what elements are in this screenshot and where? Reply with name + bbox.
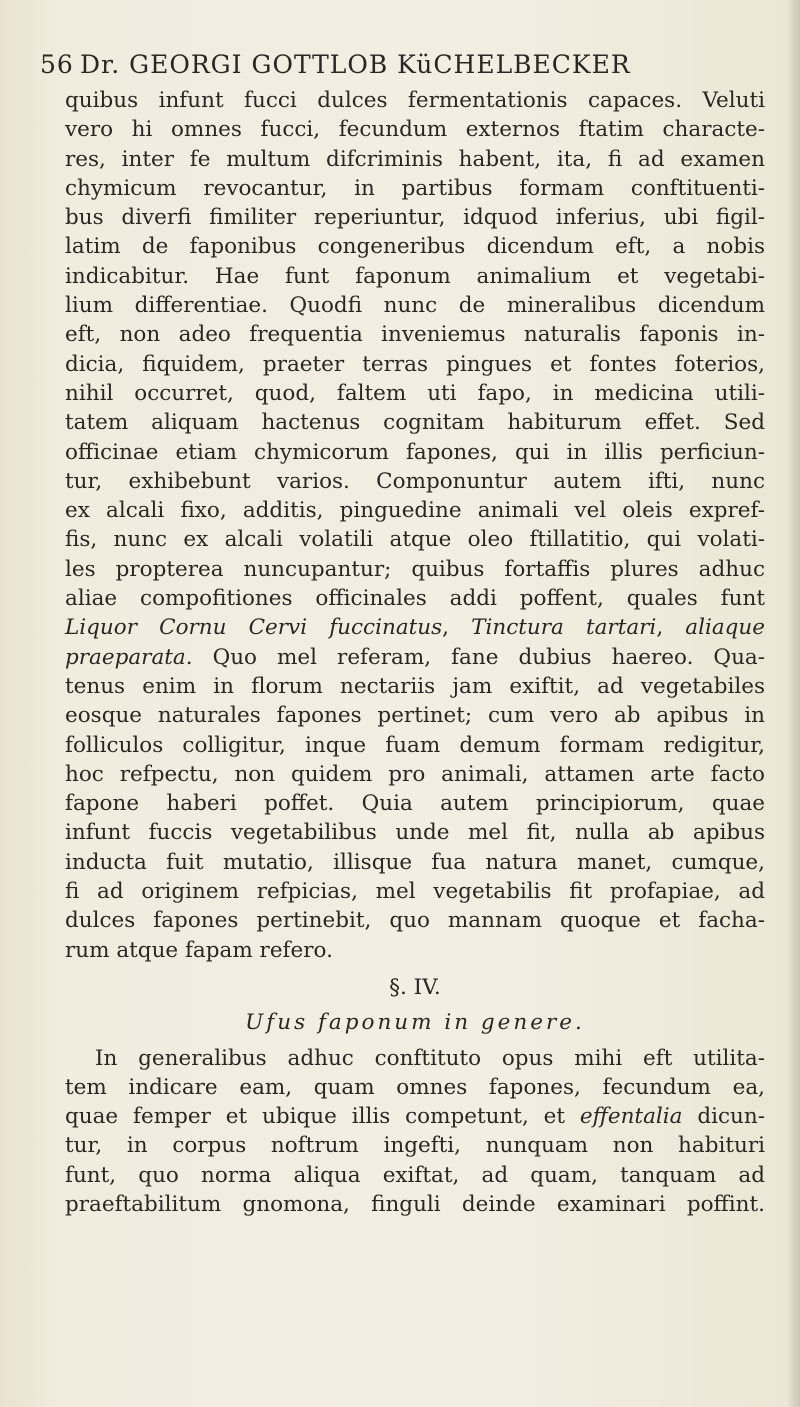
text-line: dicia, fiquidem, praeter terras pingues et fontes foterios, [65,351,765,377]
page-edge-shadow [786,0,800,1407]
text-line: tur, exhibebunt varios. Componuntur autem ifti, nunc [65,468,765,494]
text-line: In generalibus adhuc conftituto opus mihi eft utilita- [95,1045,765,1071]
text-line: nihil occurret, quod, faltem uti fapo, in medicina utili- [65,380,765,406]
text-line: quibus infunt fucci dulces fermentationis capaces. Veluti [65,88,765,113]
text-line: tur, in corpus noftrum ingefti, nunquam non habituri [65,1133,765,1159]
separator: , [442,615,472,641]
text-line: bus diverfi fimiliter reperiuntur, idquod inferius, ubi figil- [65,205,765,231]
text-line: rum atque fapam refero. [65,937,333,963]
text-line: fis, nunc ex alcali volatili atque oleo ftillatitio, qui volati- [65,527,765,553]
text-line: dulces fapones pertinebit, quo mannam quoque et facha- [65,908,765,934]
text-line: ex alcali fixo, additis, pinguedine animali vel oleis expref- [65,498,765,524]
text-line: inducta fuit mutatio, illisque fua natura manet, cumque, [65,849,765,875]
italic-title: Liquor Cornu Cervi fuccinatus [65,615,443,641]
text-line: praeftabilitum gnomona, finguli deinde examinari poffint. [65,1191,765,1217]
text-line: res, inter fe multum difcriminis habent, ita, fi ad examen [65,146,765,172]
text-line [65,643,765,672]
text-line: eosque naturales fapones pertinet; cum vero ab apibus in [65,703,765,729]
section-heading: §. IV. [389,974,441,1000]
italic-word: effentalia [579,1104,683,1130]
text-line: officinae etiam chymicorum fapones, qui in illis perficiun- [65,439,765,465]
text-line: funt, quo norma aliqua exiftat, ad quam, tanquam ad [65,1162,765,1188]
page-number: 56 [40,50,74,79]
paragraph-2 [65,1044,765,1220]
text-line: hoc refpectu, non quidem pro animali, attamen arte facto [65,761,765,787]
text-line [65,1102,765,1131]
text-line: aliae compofitiones officinales addi poffent, quales funt [65,586,765,612]
text-line: latim de faponibus congeneribus dicendum eft, a nobis [65,234,765,260]
paragraph-1 [65,86,765,965]
text-line: folliculos colligitur, inque fuam demum formam redigitur, [65,732,765,758]
text-line: fapone haberi poffet. Quia autem principiorum, quae [65,791,765,817]
text-line: tem indicare eam, quam omnes fapones, fecundum ea, [65,1074,765,1100]
text-line-italic-titles [65,613,765,642]
text-line: infunt fuccis vegetabilibus unde mel fit, nulla ab apibus [65,820,765,846]
text-line: chymicum revocantur, in partibus formam conftituenti- [65,175,765,201]
text-run: dicun- [682,1104,765,1130]
running-header [40,50,740,79]
text-line: indicabitur. Hae funt faponum animalium et vegetabi- [65,263,765,289]
section-title: Ufus faponum in genere. [245,1010,585,1036]
text-run: . Quo mel referam, fane dubius haereo. Qua- [185,644,765,670]
text-line: fi ad originem refpicias, mel vegetabilis fit profapiae, ad [65,879,765,905]
text-line: lium differentiae. Quodfi nunc de mineralibus dicendum [65,293,765,319]
text-line: tatem aliquam hactenus cognitam habiturum effet. Sed [65,410,765,436]
italic-title: Tinctura tartari [471,615,657,641]
text-line: eft, non adeo frequentia inveniemus naturalis faponis in- [65,322,765,348]
page-body [65,86,765,1219]
text-line: vero hi omnes fucci, fecundum externos ftatim characte- [65,117,765,143]
text-line: tenus enim in florum nectariis jam exiftit, ad vegetabiles [65,673,765,699]
separator: , [656,615,686,641]
italic-title: aliaque [685,615,766,641]
italic-word: praeparata [65,644,186,670]
text-line: les propterea nuncupantur; quibus fortaffis plures adhuc [65,556,765,582]
running-title: Dr. GEORGI GOTTLOB KüCHELBECKER [80,50,631,79]
text-run: quae femper et ubique illis competunt, et [65,1104,580,1130]
